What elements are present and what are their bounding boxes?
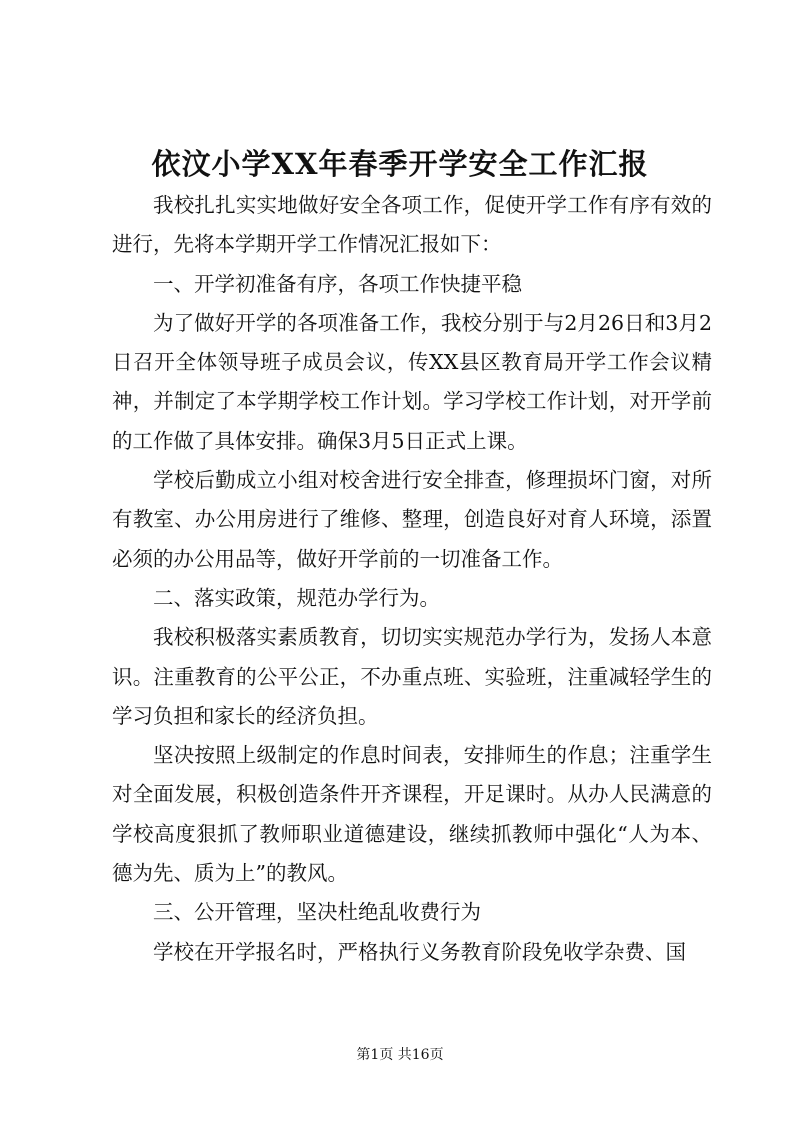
paragraph-intro: 我校扎扎实实地做好安全各项工作，促使开学工作有序有效的进行，先将本学期开学工作情况汇报如下： (112, 193, 712, 257)
paragraph-quality-education: 我校积极落实素质教育，切切实实规范办学行为，发扬人本意识。注重教育的公平公正，不办重点班、实验班，注重减轻学生的学习负担和家长的经济负担。 (112, 625, 712, 728)
paragraph-schedule: 坚决按照上级制定的作息时间表，安排师生的作息；注重学生对全面发展，积极创造条件开齐课程，开足课时。从办人民满意的学校高度狠抓了教师职业道德建设，继续抓教师中强化“人为本、德为先、质为上”的教风。 (112, 743, 712, 886)
section-heading-2: 二、落实政策，规范办学行为。 (153, 585, 440, 610)
section-heading-1: 一、开学初准备有序，各项工作快捷平稳 (153, 271, 522, 296)
paragraph-preparation: 为了做好开学的各项准备工作，我校分别于与2月26日和3月2日召开全体领导班子成员会议，传XX县区教育局开学工作会议精神，并制定了本学期学校工作计划。学习学校工作计划，对开学前的工作做了具体安排。确保3月5日正式上课。 (112, 310, 712, 453)
page-number: 第1页 共16页 (356, 1047, 444, 1063)
paragraph-fees: 学校在开学报名时，严格执行义务教育阶段免收学杂费、国 (153, 939, 686, 964)
paragraph-logistics: 学校后勤成立小组对校舍进行安全排查，修理损坏门窗，对所有教室、办公用房进行了维修、整理，创造良好对育人环境，添置必须的办公用品等，做好开学前的一切准备工作。 (112, 468, 712, 571)
document-body (112, 186, 712, 972)
section-heading-3: 三、公开管理，坚决杜绝乱收费行为 (153, 900, 481, 925)
document-title: 依汶小学XX年春季开学安全工作汇报 (151, 147, 649, 181)
